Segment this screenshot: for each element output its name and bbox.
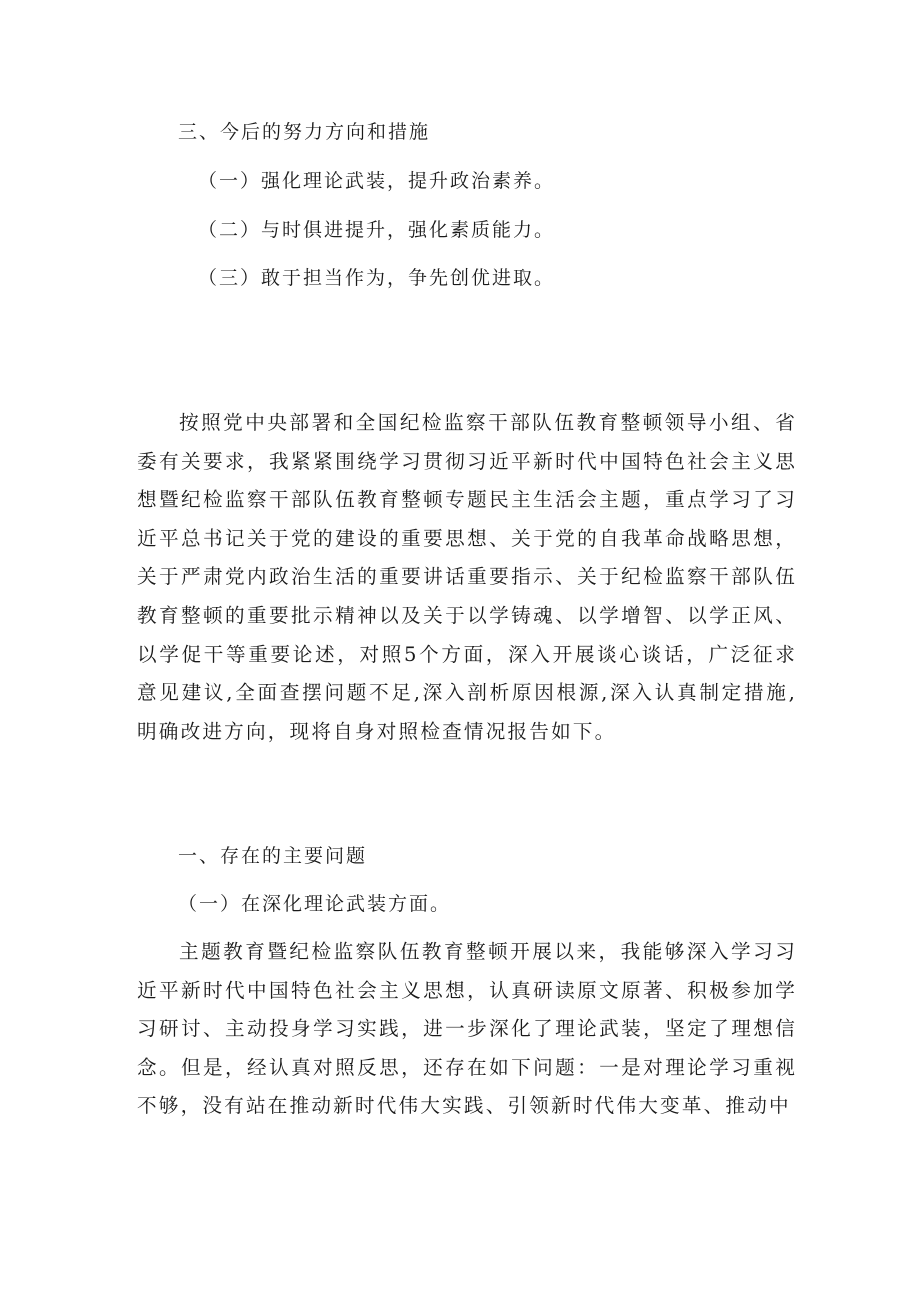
section1-body-paragraph: 主题教育暨纪检监察队伍教育整顿开展以来，我能够深入学习习近平新时代中国特色社会主义思想，认真研读原文原著、积极参加学习研讨、主动投身学习实践，进一步深化了理论武装，坚定了理想信念。但是，经认真对照反思，还存在如下问题：一是对理论学习重视不够，没有站在推动新时代伟大实践、引领新时代伟大变革、推动中	[137, 940, 797, 1118]
section1-subheading-1: （一）在深化理论武装方面。	[178, 893, 452, 915]
section3-heading: 三、今后的努力方向和措施	[178, 121, 431, 143]
section3-item-1: （一）强化理论武装，提升政治素养。	[198, 170, 556, 192]
section1-heading: 一、存在的主要问题	[178, 845, 368, 867]
intro-paragraph: 按照党中央部署和全国纪检监察干部队伍教育整顿领导小组、省委有关要求，我紧紧围绕学习贯彻习近平新时代中国特色社会主义思想暨纪检监察干部队伍教育整顿专题民主生活会主题，重点学习了习近平总书记关于党的建设的重要思想、关于党的自我革命战略思想，关于严肃党内政治生活的重要讲话重要指示、关于纪检监察干部队伍教育整顿的重要批示精神以及关于以学铸魂、以学增智、以学正风、以学促干等重要论述，对照5个方面，深入开展谈心谈话，广泛征求意见建议,全面查摆问题不足,深入剖析原因根源,深入认真制定措施,明确改进方向，现将自身对照检查情况报告如下。	[137, 411, 797, 743]
section3-item-2: （二）与时俱进提升，强化素质能力。	[198, 219, 556, 241]
section3-item-3: （三）敢于担当作为，争先创优进取。	[198, 267, 556, 289]
